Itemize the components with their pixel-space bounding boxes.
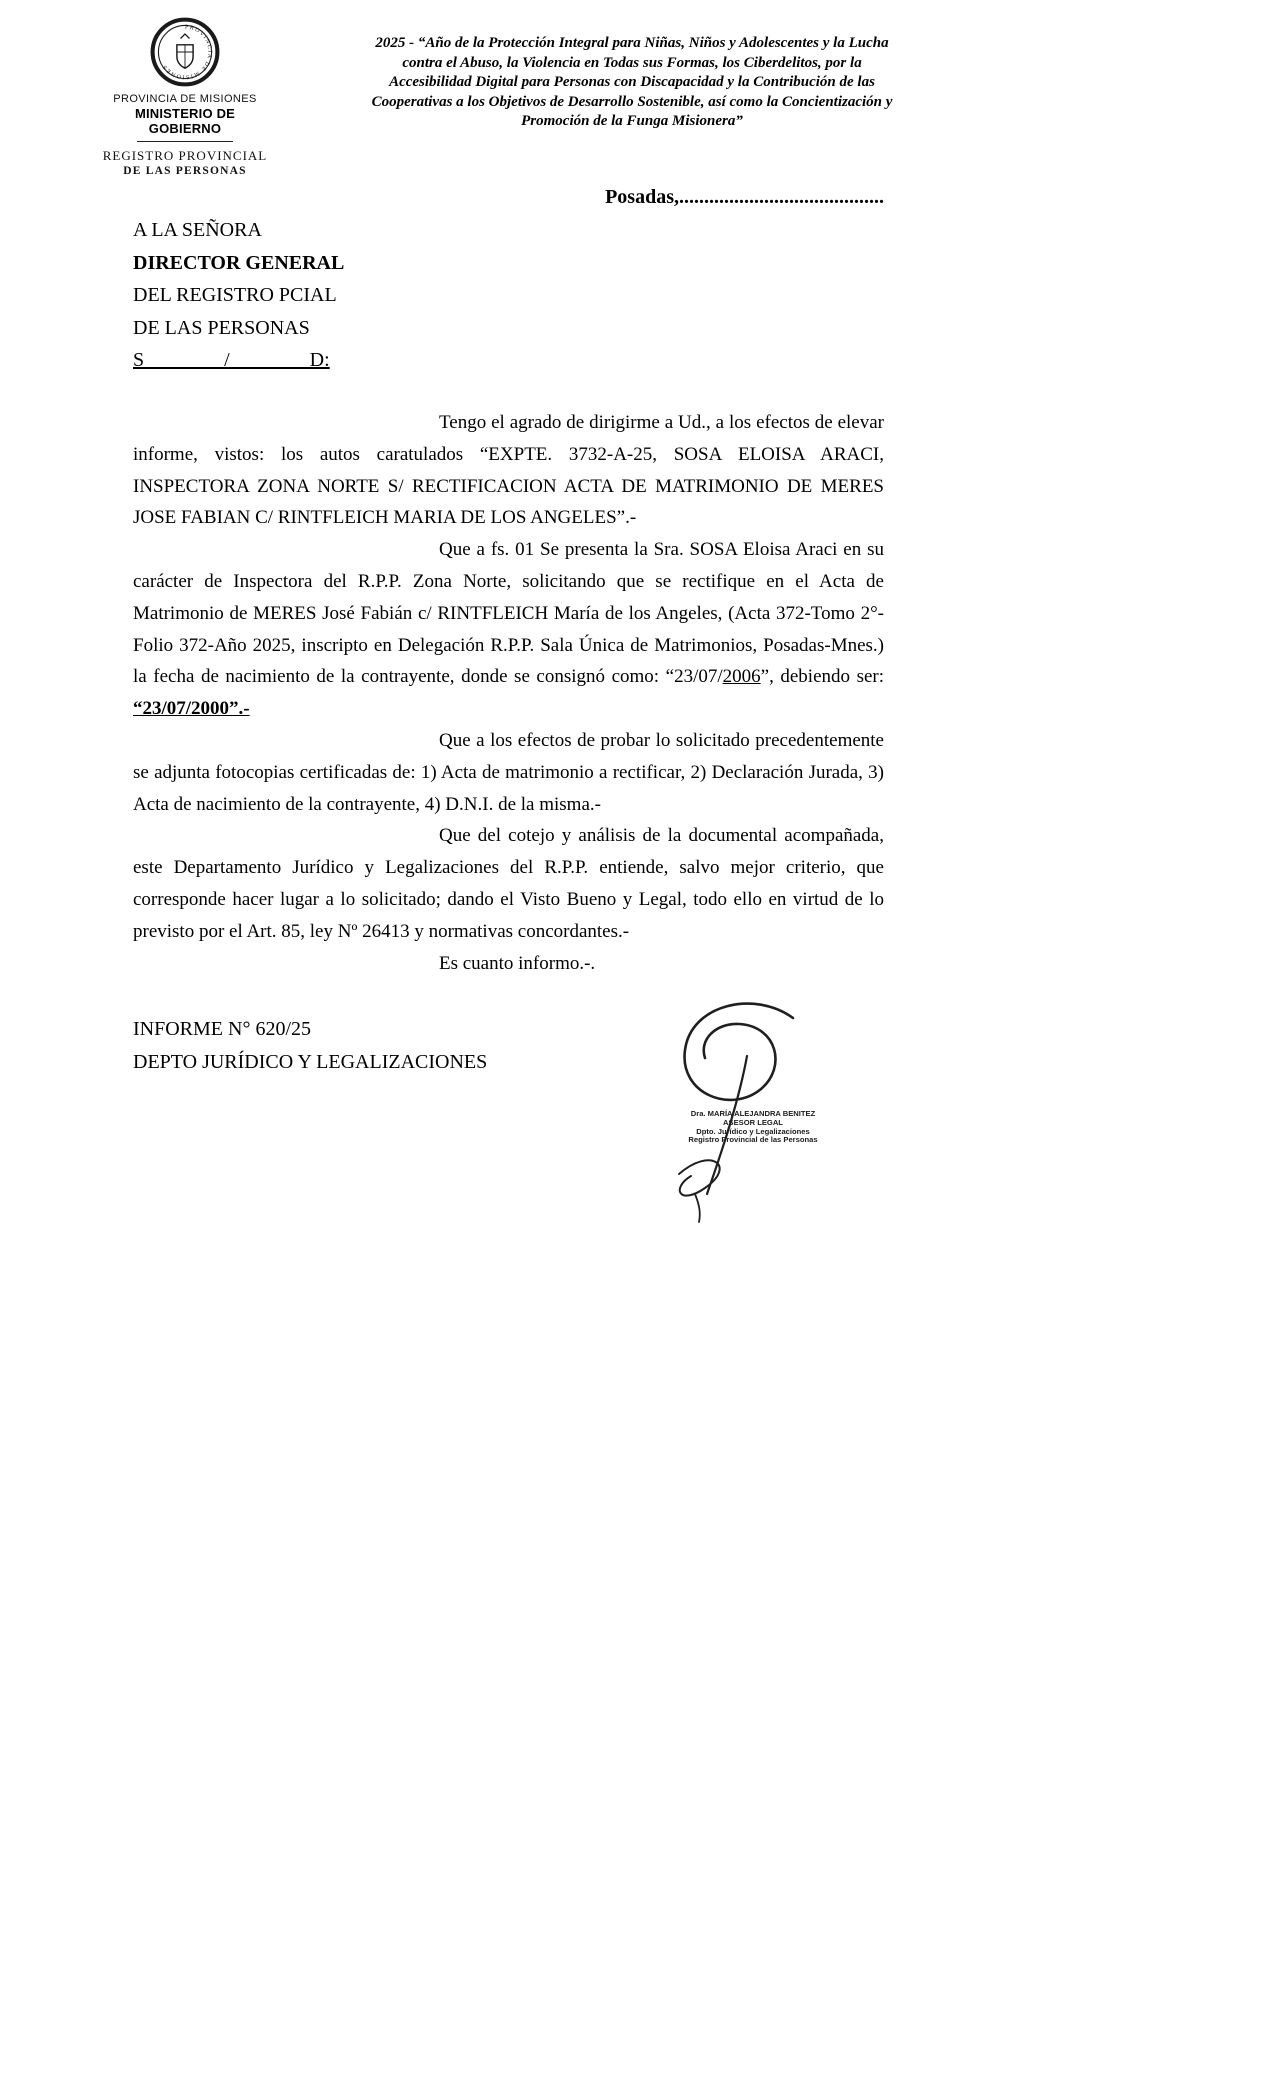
paragraph-3: Que a los efectos de probar lo solicitado precedentemente se adjunta fotocopias certificadas de: 1) Acta de matrimonio a rectificar, 2) Declaración Jurada, 3) Acta de nacimiento de la contrayente, 4) D.N.I. de la misma.- — [133, 729, 884, 815]
footer-block — [133, 1013, 487, 1079]
recipient-line-1: A LA SEÑORA — [133, 219, 262, 241]
recipient-salutation — [133, 344, 344, 377]
recipient-line-2: DIRECTOR GENERAL — [133, 251, 345, 274]
letterhead-ministry: MINISTERIO DE GOBIERNO — [134, 106, 236, 136]
legal-stamp — [675, 1110, 831, 1145]
year-motto: 2025 - “Año de la Protección Integral para Niñas, Niños y Adolescentes y la Lucha contra el Abuso, la Violencia en Todas sus Formas, los Ciberdelitos, por la Accesibilidad Digital para Personas con Discapacidad y la Contribución de las Cooperativas a los Objetivos de Desarrollo Sostenible, así como la Concientización y Promoción de la Funga Misionera” — [371, 35, 893, 130]
paragraph-4: Que del cotejo y análisis de la documental acompañada, este Departamento Jurídico y Legalizaciones del R.P.P. entiende, salvo mejor criterio, que corresponde hacer lugar a lo solicitado; dando el Visto Bueno y Legal, todo ello en virtud de lo previsto por el Art. 85, ley Nº 26413 y normativas concordantes.- — [133, 825, 884, 942]
paragraph-1: Tengo el agrado de dirigirme a Ud., a los efectos de elevar informe, vistos: los autos caratulados “EXPTE. 3732-A-25, SOSA ELOISA ARACI, INSPECTORA ZONA NORTE S/ RECTIFICACION ACTA DE MATRIMONIO DE MERES JOSE FABIAN C/ RINTFLEICH MARIA DE LOS ANGELES”.- — [133, 412, 884, 529]
letterhead-registry-line2: DE LAS PERSONAS — [123, 165, 247, 177]
date-line: Posadas,......................................... — [605, 186, 884, 208]
wrong-year: 2006 — [722, 666, 761, 688]
signature-block — [633, 996, 848, 1231]
letterhead-divider — [137, 141, 233, 142]
closing-line: Es cuanto informo.-. — [439, 952, 596, 974]
stamp-title: ASESOR LEGAL — [723, 1117, 783, 1127]
stamp-dept: Dpto. Jurídico y Legalizaciones — [696, 1126, 810, 1136]
letterhead-logo-block — [100, 16, 270, 177]
paragraph-2 — [133, 534, 884, 725]
letter-body — [133, 407, 884, 979]
corrected-date: “23/07/2000”.- — [133, 698, 250, 720]
salutation-text: S / D: — [133, 349, 330, 371]
letterhead-province: PROVINCIA DE MISIONES — [113, 93, 257, 105]
stamp-org: Registro Provincial de las Personas — [688, 1135, 818, 1145]
paragraph-2-connector: ”, debiendo ser: — [760, 666, 885, 688]
department-name: DEPTO JURÍDICO Y LEGALIZACIONES — [133, 1051, 488, 1073]
report-number: INFORME N° 620/25 — [133, 1018, 312, 1040]
recipient-line-4: DE LAS PERSONAS — [133, 316, 310, 339]
recipient-line-3: DEL REGISTRO PCIAL — [133, 284, 337, 306]
recipient-block — [133, 214, 344, 377]
seal-text: PROVINCIA DE MISIONES — [161, 24, 213, 80]
provincial-seal-icon — [149, 16, 221, 88]
paragraph-2-text: Que a fs. 01 Se presenta la Sra. SOSA Eloisa Araci en su carácter de Inspectora del R.P.P. Zona Norte, solicitando que se rectifique en el Acta de Matrimonio de MERES José Fabián c/ RINTFLEICH María de los Angeles, (Acta 372-Tomo 2°-Folio 372-Año 2025, inscripto en Delegación R.P.P. Sala Única de Matrimonios, Posadas-Mnes.) la fecha de nacimiento de la contrayente, donde se consignó como: “23/07/ — [133, 539, 884, 688]
stamp-name: Dra. MARÍA ALEJANDRA BENITEZ — [690, 1109, 816, 1118]
letterhead-registry-line1: REGISTRO PROVINCIAL — [102, 148, 268, 163]
